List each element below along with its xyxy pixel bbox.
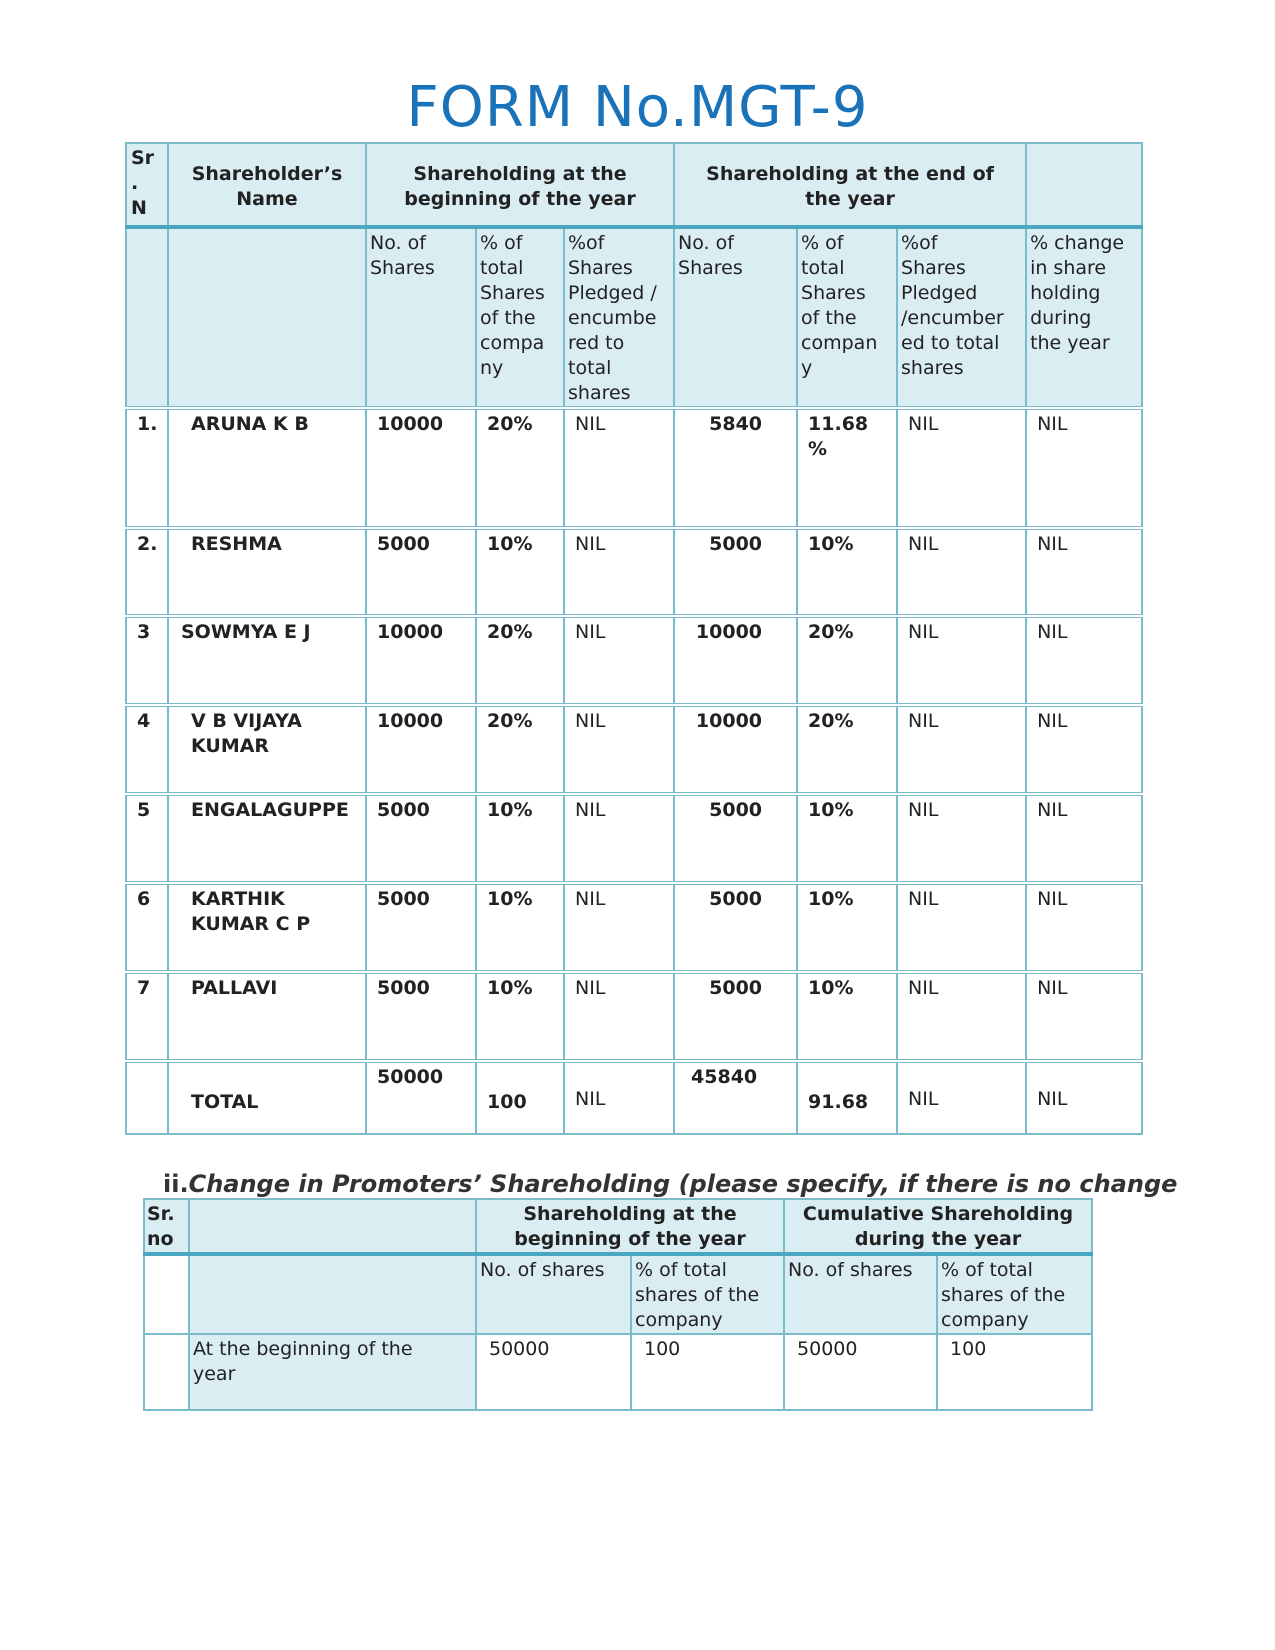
row-pct-begin: 20% <box>476 705 564 794</box>
t2-sub-pct-1: % of total shares of the company <box>631 1254 784 1334</box>
row-pct-end: 20% <box>797 616 897 705</box>
row-pct-change: NIL <box>1026 616 1142 705</box>
row-pct-change: NIL <box>1026 883 1142 972</box>
row-shareholder-name: PALLAVI <box>168 972 366 1061</box>
page-title: FORM No.MGT-9 <box>406 75 869 140</box>
t2-header-sr-no: Sr. no <box>144 1199 189 1254</box>
row-pledged-end: NIL <box>897 528 1026 616</box>
t2-row-no-shares-1: 50000 <box>476 1334 631 1410</box>
row-shares-end: 5840 <box>674 408 797 528</box>
subheader-pct-total-end: % of total Shares of the compan y <box>797 227 897 408</box>
row-shareholder-name: ARUNA K B <box>168 408 366 528</box>
row-pct-begin: 10% <box>476 883 564 972</box>
row-pledged-begin: NIL <box>564 408 674 528</box>
t2-row-sr <box>144 1334 189 1410</box>
row-shares-begin: 5000 <box>366 528 476 616</box>
t2-sub-empty <box>189 1254 476 1334</box>
row-sr-no: 7 <box>126 972 168 1061</box>
row-pledged-end: NIL <box>897 972 1026 1061</box>
row-shares-begin: 10000 <box>366 408 476 528</box>
section-heading <box>163 1170 1177 1198</box>
table-row <box>126 972 1142 1061</box>
row-pledged-begin: NIL <box>564 883 674 972</box>
section-title: Change in Promoters’ Shareholding (please specify, if there is no change <box>188 1170 1178 1198</box>
header-empty-cell <box>1026 143 1142 227</box>
total-pledged-begin: NIL <box>564 1061 674 1134</box>
table-row <box>126 528 1142 616</box>
table-row <box>126 794 1142 883</box>
row-pct-end: 20% <box>797 705 897 794</box>
row-pct-end: 10% <box>797 883 897 972</box>
row-pledged-end: NIL <box>897 794 1026 883</box>
header-shareholding-end: Shareholding at the end of the year <box>674 143 1026 227</box>
row-sr-no: 3 <box>126 616 168 705</box>
header-shareholder-name: Shareholder’s Name <box>168 143 366 227</box>
row-pledged-begin: NIL <box>564 972 674 1061</box>
row-pct-begin: 10% <box>476 794 564 883</box>
row-pct-end: 10% <box>797 528 897 616</box>
subheader-no-of-shares-begin: No. of Shares <box>366 227 476 408</box>
t2-row-pct-1: 100 <box>631 1334 784 1410</box>
row-pledged-begin: NIL <box>564 794 674 883</box>
header-sr-no: Sr . N <box>126 143 168 227</box>
subheader-empty-cell <box>126 227 168 408</box>
row-pct-change: NIL <box>1026 408 1142 528</box>
shareholding-table <box>125 142 1143 1135</box>
row-pct-end: 10% <box>797 972 897 1061</box>
total-pledged-end: NIL <box>897 1061 1026 1134</box>
row-sr-no: 5 <box>126 794 168 883</box>
table-row <box>126 705 1142 794</box>
total-pct-change: NIL <box>1026 1061 1142 1134</box>
t2-header-cumulative: Cumulative Shareholding during the year <box>784 1199 1092 1254</box>
row-pct-end: 10% <box>797 794 897 883</box>
row-pct-begin: 10% <box>476 972 564 1061</box>
t2-sub-no-shares-1: No. of shares <box>476 1254 631 1334</box>
row-shares-begin: 5000 <box>366 794 476 883</box>
row-shares-end: 5000 <box>674 528 797 616</box>
subheader-pct-pledged-begin: %of Shares Pledged / encumbe red to total shares <box>564 227 674 408</box>
row-shareholder-name: RESHMA <box>168 528 366 616</box>
promoters-shareholding-table <box>143 1198 1093 1411</box>
table-row <box>126 616 1142 705</box>
row-pledged-begin: NIL <box>564 616 674 705</box>
table-row <box>126 408 1142 528</box>
t2-row-label: At the beginning of the year <box>189 1334 476 1410</box>
total-pct-begin: 100 <box>476 1061 564 1134</box>
row-shareholder-name: ENGALAGUPPE <box>168 794 366 883</box>
row-shares-begin: 5000 <box>366 883 476 972</box>
t2-sub-empty <box>144 1254 189 1334</box>
row-shares-end: 10000 <box>674 705 797 794</box>
row-shares-begin: 5000 <box>366 972 476 1061</box>
subheader-pct-change: % change in share holding during the year <box>1026 227 1142 408</box>
row-pct-change: NIL <box>1026 794 1142 883</box>
row-shares-end: 5000 <box>674 972 797 1061</box>
row-sr-no: 2. <box>126 528 168 616</box>
row-pledged-end: NIL <box>897 883 1026 972</box>
t2-sub-pct-2: % of total shares of the company <box>937 1254 1092 1334</box>
row-shares-begin: 10000 <box>366 616 476 705</box>
row-pledged-begin: NIL <box>564 705 674 794</box>
row-pledged-end: NIL <box>897 705 1026 794</box>
total-pct-end: 91.68 <box>797 1061 897 1134</box>
t2-row-no-shares-2: 50000 <box>784 1334 937 1410</box>
subheader-pct-pledged-end: %of Shares Pledged /encumber ed to total shares <box>897 227 1026 408</box>
row-shares-begin: 10000 <box>366 705 476 794</box>
row-sr-no: 4 <box>126 705 168 794</box>
row-pct-begin: 20% <box>476 408 564 528</box>
row-shareholder-name: KARTHIK KUMAR C P <box>168 883 366 972</box>
total-shares-end: 45840 <box>674 1061 797 1134</box>
row-shareholder-name: V B VIJAYA KUMAR <box>168 705 366 794</box>
t2-header-empty <box>189 1199 476 1254</box>
row-pledged-end: NIL <box>897 408 1026 528</box>
total-sr-cell <box>126 1061 168 1134</box>
row-shareholder-name: SOWMYA E J <box>168 616 366 705</box>
section-number: ii. <box>163 1170 189 1198</box>
subheader-empty-cell <box>168 227 366 408</box>
row-pledged-begin: NIL <box>564 528 674 616</box>
header-shareholding-beginning: Shareholding at the beginning of the year <box>366 143 674 227</box>
subheader-no-of-shares-end: No. of Shares <box>674 227 797 408</box>
row-sr-no: 6 <box>126 883 168 972</box>
row-shares-end: 5000 <box>674 883 797 972</box>
total-shares-begin: 50000 <box>366 1061 476 1134</box>
row-pct-change: NIL <box>1026 528 1142 616</box>
row-pct-change: NIL <box>1026 972 1142 1061</box>
row-pct-end: 11.68 % <box>797 408 897 528</box>
t2-row-pct-2: 100 <box>937 1334 1092 1410</box>
subheader-pct-total-begin: % of total Shares of the compa ny <box>476 227 564 408</box>
row-pct-begin: 20% <box>476 616 564 705</box>
table-row <box>126 883 1142 972</box>
row-shares-end: 5000 <box>674 794 797 883</box>
total-label: TOTAL <box>168 1061 366 1134</box>
row-pledged-end: NIL <box>897 616 1026 705</box>
row-pct-begin: 10% <box>476 528 564 616</box>
row-sr-no: 1. <box>126 408 168 528</box>
t2-header-shareholding-beginning: Shareholding at the beginning of the year <box>476 1199 784 1254</box>
row-pct-change: NIL <box>1026 705 1142 794</box>
row-shares-end: 10000 <box>674 616 797 705</box>
t2-sub-no-shares-2: No. of shares <box>784 1254 937 1334</box>
